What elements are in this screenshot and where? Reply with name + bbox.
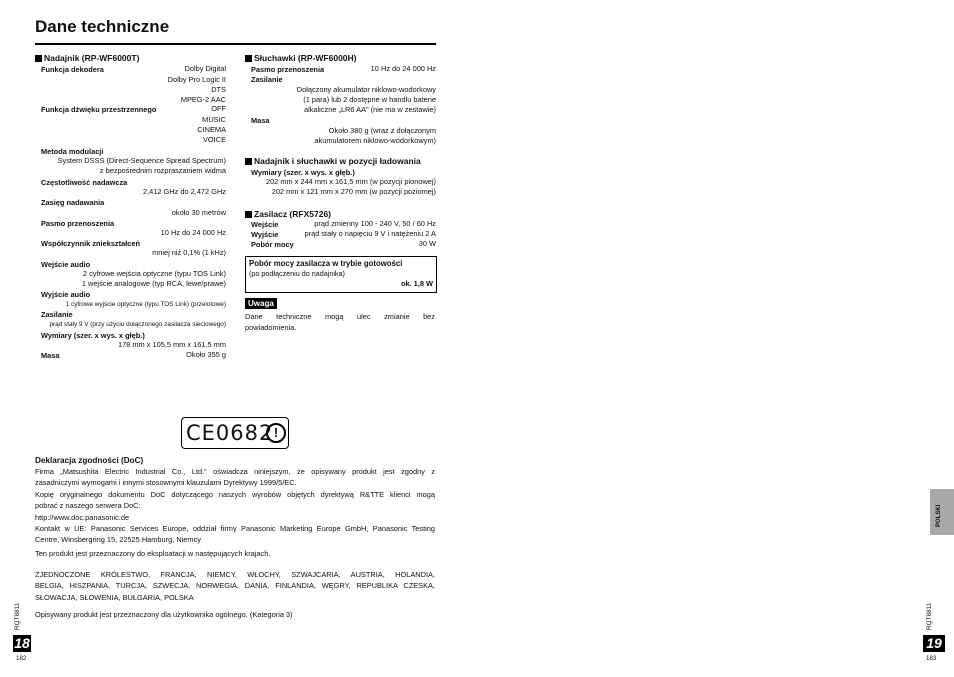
transmitter-specs xyxy=(35,53,226,363)
charging-dims-label: Wymiary (szer. x wys. x głęb.) xyxy=(251,168,355,177)
dims-value: 178 mm x 105,5 mm x 161,5 mm xyxy=(117,340,226,349)
hp-power-line-1: Dołączony akumulator niklowo-wodorkowy xyxy=(296,85,436,94)
doc-heading: Deklaracja zgodności (DoC) xyxy=(35,456,144,465)
countries-list xyxy=(35,569,435,603)
doc-text xyxy=(35,466,435,546)
standby-value: ok. 1,8 W xyxy=(400,279,433,288)
doc-line-1: Firma „Matsushita Electric Industrial Co., Ltd." oświadcza niniejszym, że opisywany produkt jest zgodny z xyxy=(35,467,435,476)
freq-label: Pasmo przenoszenia xyxy=(41,219,115,228)
audio-out-label: Wyjście audio xyxy=(41,290,91,299)
doc-line-2: zasadniczymi wymogami i innymi stosownymi klauzulami Dyrektywy 1999/5/EC. xyxy=(35,478,297,488)
note-text xyxy=(245,311,435,334)
countries-intro: Ten produkt jest przeznaczony do eksploatacji w następujących krajach. xyxy=(35,549,271,558)
adapter-heading-text: Zasilacz (RFX5726) xyxy=(254,209,332,219)
doc-line-4: pobrać z naszego serwera DoC: xyxy=(35,501,141,511)
mass-value: Około 355 g xyxy=(186,350,226,359)
doc-line-7: Centre, Winsbergring 15, 22525 Hamburg, Niemcy xyxy=(35,535,201,545)
headphones-heading-text: Słuchawki (RP-WF6000H) xyxy=(254,53,357,63)
distortion-label: Współczynnik zniekształceń xyxy=(41,239,140,248)
doc-line-5: http://www.doc.panasonic.de xyxy=(35,512,130,522)
charging-heading xyxy=(245,156,421,166)
hp-freq-label: Pasmo przenoszenia xyxy=(251,65,325,74)
modulation-value-1: System DSSS (Direct-Sequence Spread Spectrum) xyxy=(57,156,226,165)
countries-line-2: BELGIA, HISZPANIA, TURCJA, SZWECJA, NORWEGIA, DANIA, FINLANDIA, WĘGRY, REPUBLIKA CZESKA, xyxy=(35,581,435,591)
ce-mark-text: CE0682 xyxy=(186,421,274,445)
hp-mass-line-1: Około 380 g (wraz z dołączonym xyxy=(328,126,436,135)
square-bullet-icon xyxy=(35,55,42,62)
right-doc-code: RQT8811 xyxy=(926,602,933,630)
decoder-value-3: DTS xyxy=(211,85,226,94)
doc-line-3: Kopię oryginalnego dokumentu DoC dotyczącego naszych wyrobów objętych dyrektywą R&TTE klienci mogą xyxy=(35,489,435,499)
square-bullet-icon xyxy=(245,55,252,62)
decoder-value-4: MPEG-2 AAC xyxy=(180,95,226,104)
category-text: Opisywany produkt jest przeznaczony dla użytkownika ogólnego. (Kategoria 3) xyxy=(35,610,293,619)
doc-line-6: Kontakt w UE: Panasonic Services Europe, oddział firmy Panasonic Marketing Europe GmbH, Panasonic Testing xyxy=(35,524,435,534)
surround-value-4: VOICE xyxy=(203,135,226,144)
surround-label: Funkcja dźwięku przestrzennego xyxy=(41,105,157,114)
transmitter-heading-text: Nadajnik (RP-WF6000T) xyxy=(44,53,140,63)
range-label: Zasięg nadawania xyxy=(41,198,105,207)
hp-power-line-3: alkaliczne „LR6 AA" (nie ma w zestawie) xyxy=(303,105,436,114)
left-page-small: 182 xyxy=(16,655,27,662)
adapter-power-value: 30 W xyxy=(418,239,436,248)
surround-value-2: MUSIC xyxy=(202,114,226,124)
headphones-heading xyxy=(245,53,357,63)
carrier-value: 2,412 GHz do 2,472 GHz xyxy=(143,187,226,196)
surround-value-3: CINEMA xyxy=(197,125,226,134)
charging-dims-value-1: 202 mm x 244 mm x 161,5 mm (w pozycji pionowej) xyxy=(265,177,436,186)
audio-in-label: Wejście audio xyxy=(41,260,91,269)
audio-in-value-1: 2 cyfrowe wejścia optyczne (typu TOS Link) xyxy=(82,269,226,278)
adapter-out-label: Wyjście xyxy=(251,230,279,239)
hp-mass-label: Masa xyxy=(251,116,270,125)
freq-value: 10 Hz do 24 000 Hz xyxy=(160,228,226,237)
carrier-label: Częstotliwość nadawcza xyxy=(41,178,128,187)
left-doc-code: RQT8811 xyxy=(14,602,21,630)
mass-label: Masa xyxy=(41,351,60,360)
hp-power-label: Zasilanie xyxy=(251,75,283,84)
charging-dims-value-2: 202 mm x 121 mm x 270 mm (w pozycji poziomej) xyxy=(271,187,436,196)
adapter-power-label: Pobór mocy xyxy=(251,240,294,249)
transmitter-heading xyxy=(35,53,139,63)
power-value: prąd stały 9 V (przy użyciu dołączonego zasilacza sieciowego) xyxy=(49,321,226,328)
left-page-number: 18 xyxy=(14,635,30,651)
modulation-value-2: z bezpośrednim rozpraszaniem widma xyxy=(99,166,226,175)
adapter-heading xyxy=(245,209,331,219)
standby-title: Pobór mocy zasilacza w trybie gotowości xyxy=(249,259,403,268)
right-page-number: 19 xyxy=(923,635,945,652)
note-line-1: Dane techniczne mogą ulec zmianie bez xyxy=(245,312,435,321)
adapter-in-label: Wejście xyxy=(251,220,279,229)
page-title: Dane techniczne xyxy=(35,17,170,36)
decoder-label: Funkcja dekodera xyxy=(41,65,104,74)
countries-line-1: ZJEDNOCZONE KRÓLESTWO, FRANCJA, NIEMCY, WŁOCHY, SZWAJCARIA, AUSTRIA, HOLANDIA, xyxy=(35,570,435,579)
note-label: Uwaga xyxy=(245,298,277,309)
square-bullet-icon xyxy=(245,211,252,218)
ce-mark xyxy=(181,417,289,449)
modulation-label: Metoda modulacji xyxy=(41,147,104,156)
alert-icon: ! xyxy=(266,423,286,443)
hp-freq-value: 10 Hz do 24 000 Hz xyxy=(370,64,436,73)
charging-heading-text: Nadajnik i słuchawki w pozycji ładowania xyxy=(254,156,421,166)
language-tab xyxy=(930,489,954,535)
dims-label: Wymiary (szer. x wys. x głęb.) xyxy=(41,331,145,340)
decoder-value-2: Dolby Pro Logic II xyxy=(167,74,226,84)
standby-sub: (po podłączeniu do nadajnika) xyxy=(249,269,345,278)
decoder-value-1: Dolby Digital xyxy=(184,64,226,73)
language-tab-label: POLSKI xyxy=(936,504,942,527)
surround-value-1: OFF xyxy=(211,104,226,113)
power-label: Zasilanie xyxy=(41,310,73,319)
title-rule xyxy=(35,43,436,45)
note-line-2: powiadomienia. xyxy=(245,323,297,333)
adapter-in-value: prąd zmienny 100 - 240 V, 50 / 60 Hz xyxy=(314,219,436,228)
hp-mass-line-2: akumulatorem niklowo-wodorkowym) xyxy=(314,136,436,145)
right-page-small: 183 xyxy=(926,655,937,662)
distortion-value: mniej niż 0,1% (1 kHz) xyxy=(152,248,226,257)
range-value: około 30 metrów xyxy=(171,208,226,217)
hp-power-line-2: (1 para) lub 2 dostępne w handlu baterie xyxy=(303,95,436,104)
square-bullet-icon xyxy=(245,158,252,165)
adapter-out-value: prąd stały o napięciu 9 V i natężeniu 2 A xyxy=(304,229,436,238)
countries-line-3: SŁOWACJA, SŁOWENIA, BUŁGARIA, POLSKA xyxy=(35,592,194,602)
audio-in-value-2: 1 wejście analogowe (typ RCA, lewe/prawe) xyxy=(81,279,226,288)
standby-box xyxy=(245,256,437,293)
audio-out-value: 1 cyfrowe wyjście optyczne (typu TOS Link) (przelotowe) xyxy=(65,301,226,308)
